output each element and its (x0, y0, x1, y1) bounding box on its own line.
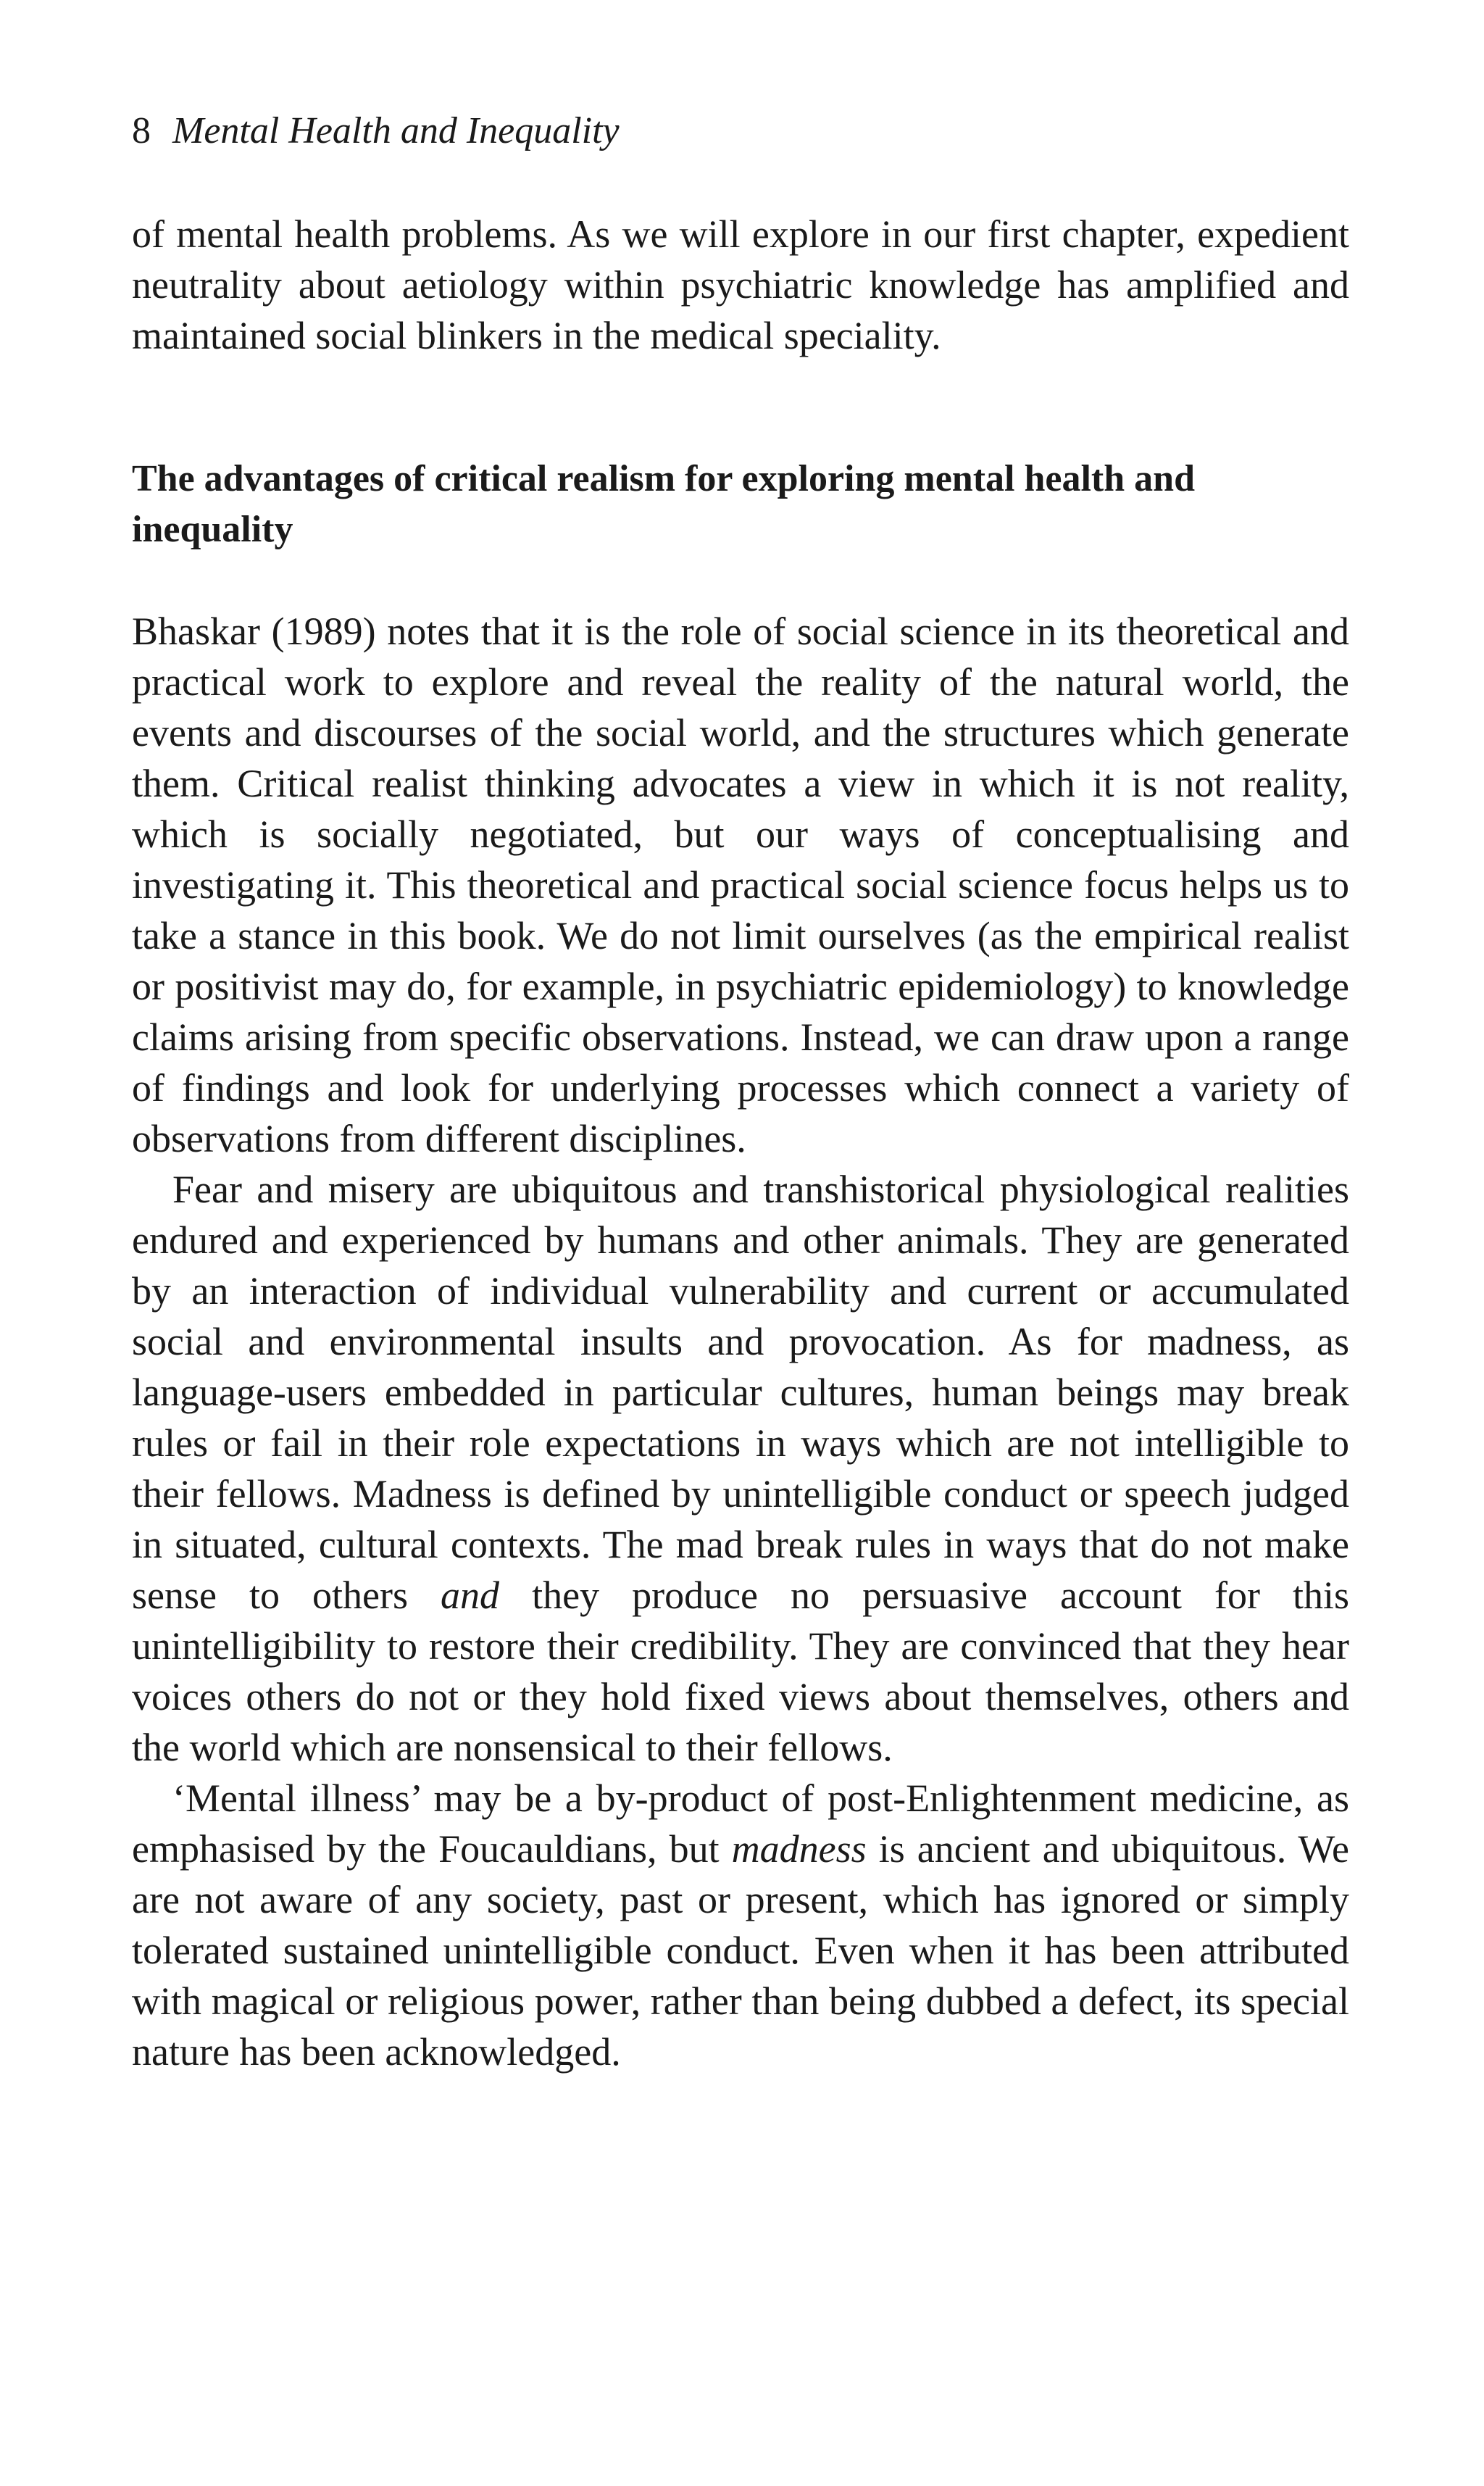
book-page (132, 109, 1349, 2077)
running-title: Mental Health and Inequality (172, 110, 620, 151)
emphasis-text: and (441, 1574, 500, 1618)
paragraph-mental-illness (132, 1773, 1349, 2077)
page-number: 8 (132, 110, 151, 151)
emphasis-text: madness (731, 1827, 867, 1871)
paragraph-text: they produce no persuasive account for this unintelligibility to restore their credibility. They are convinced that they hear voices others do not or they hold fixed views about themselves, others and the world which are nonsensical to their fellows. (132, 1574, 1349, 1770)
section-heading: The advantages of critical realism for exploring mental health and inequality (132, 458, 1195, 551)
paragraph-fear-and-misery (132, 1164, 1349, 1773)
paragraph-text: Fear and misery are ubiquitous and transhistorical physiological realities endured and experienced by humans and other animals. They are generated by an interaction of individual vulnerability and current or accumulated social and environmental insults and provocation. As for madness, as language-users embedded in particular cultures, human beings may break rules or fail in their role expectations in ways which are not intelligible to their fellows. Madness is defined by unintelligible conduct or speech judged in situated, cultural contexts. The mad break rules in ways that do not make sense to others (132, 1168, 1349, 1618)
running-head (132, 109, 1349, 154)
paragraph-text: ‘Mental illness’ may be a by-product of post-Enlightenment medicine, as emphasised by the Foucauldians, but (132, 1776, 1349, 1871)
paragraph-text: is ancient and ubiquitous. We are not aware of any society, past or present, which has ignored or simply tolerated sustained unintelligible conduct. Even when it has been attributed with magical or religious power, rather than being dubbed a defect, its special nature has been acknowledged. (132, 1827, 1349, 2074)
paragraph-bhaskar: Bhaskar (1989) notes that it is the role of social science in its theoretical and practical work to explore and reveal the reality of the natural world, the events and discourses of the social world, and the structures which generate them. Critical realist thinking advocates a view in which it is not reality, which is socially negotiated, but our ways of conceptualising and investigating it. This theoretical and practical social science focus helps us to take a stance in this book. We do not limit ourselves (as the empirical realist or positivist may do, for example, in psychiatric epidemiology) to knowledge claims arising from specific observations. Instead, we can draw upon a range of findings and look for underlying processes which connect a variety of observations from different disciplines. (132, 610, 1349, 1161)
continuation-paragraph: of mental health problems. As we will explore in our first chapter, expedient neutrality about aetiology within psychiatric knowledge has amplified and maintained social blinkers in the medical speciality. (132, 212, 1349, 358)
